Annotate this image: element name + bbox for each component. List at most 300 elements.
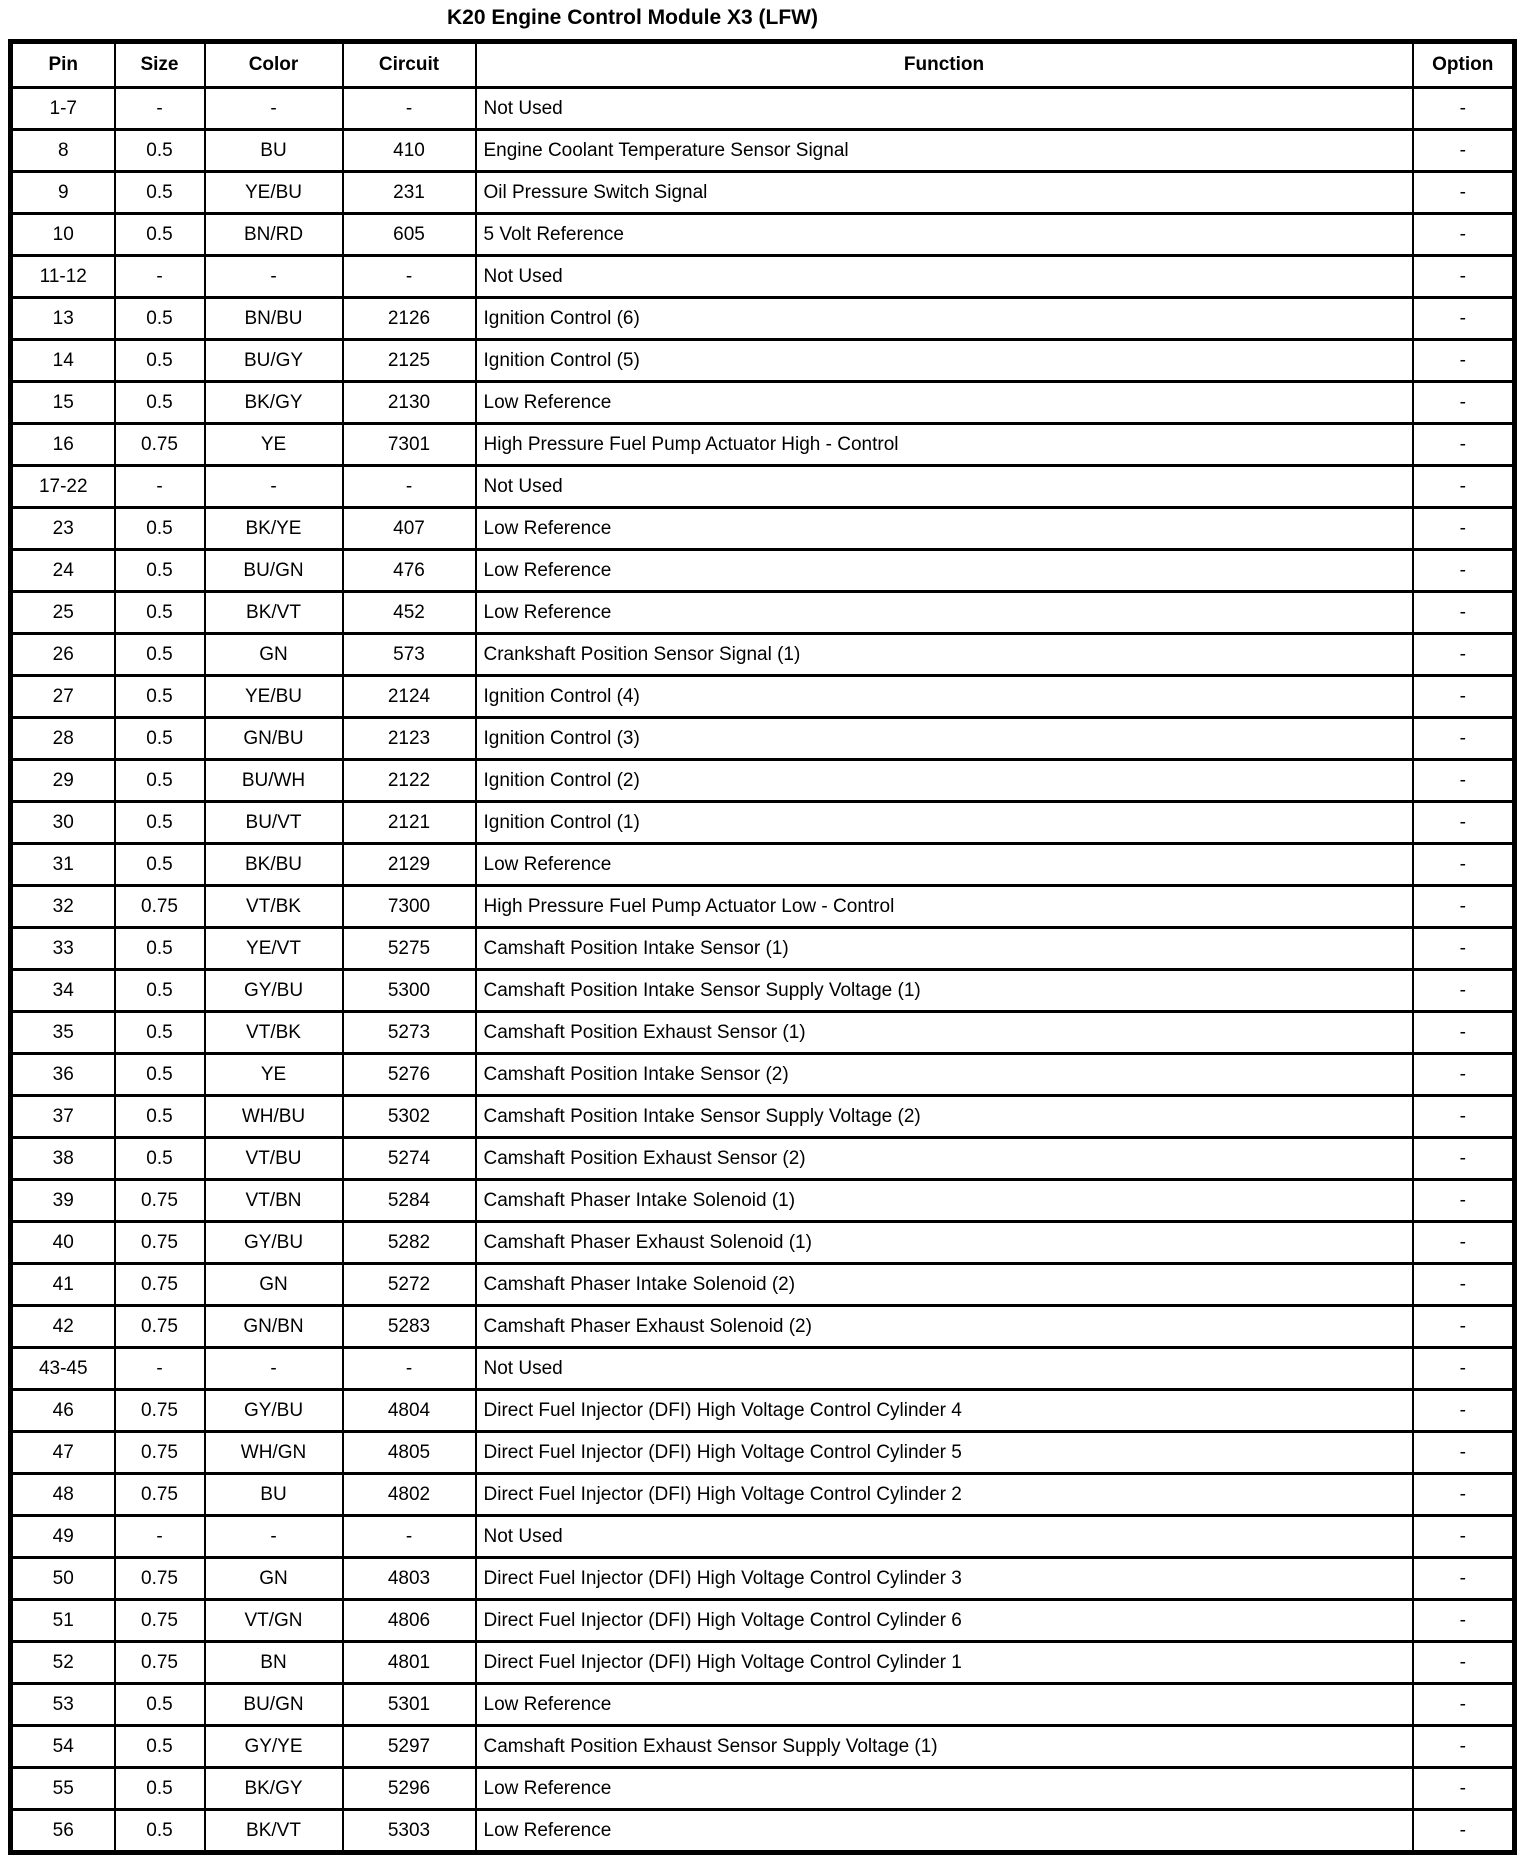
- cell-pin: 54: [11, 1726, 115, 1768]
- cell-size: 0.5: [115, 718, 205, 760]
- cell-pin: 51: [11, 1600, 115, 1642]
- cell-pin: 29: [11, 760, 115, 802]
- cell-size: 0.5: [115, 802, 205, 844]
- cell-option: -: [1413, 844, 1515, 886]
- table-row: [11, 214, 1515, 256]
- cell-pin: 47: [11, 1432, 115, 1474]
- cell-function: Not Used: [476, 1348, 1413, 1390]
- cell-pin: 13: [11, 298, 115, 340]
- cell-pin: 26: [11, 634, 115, 676]
- cell-pin: 31: [11, 844, 115, 886]
- column-header-option: Option: [1413, 42, 1515, 88]
- cell-color: BU/GY: [205, 340, 343, 382]
- cell-option: -: [1413, 466, 1515, 508]
- cell-circuit: 5274: [343, 1138, 476, 1180]
- cell-function: Crankshaft Position Sensor Signal (1): [476, 634, 1413, 676]
- cell-circuit: -: [343, 88, 476, 130]
- cell-option: -: [1413, 886, 1515, 928]
- cell-size: 0.5: [115, 298, 205, 340]
- cell-circuit: 231: [343, 172, 476, 214]
- table-row: [11, 1222, 1515, 1264]
- cell-pin: 55: [11, 1768, 115, 1810]
- column-header-size: Size: [115, 42, 205, 88]
- cell-circuit: 5296: [343, 1768, 476, 1810]
- cell-color: VT/BK: [205, 1012, 343, 1054]
- cell-function: Direct Fuel Injector (DFI) High Voltage Control Cylinder 4: [476, 1390, 1413, 1432]
- cell-circuit: 5276: [343, 1054, 476, 1096]
- cell-function: Ignition Control (2): [476, 760, 1413, 802]
- cell-pin: 41: [11, 1264, 115, 1306]
- cell-color: BN/BU: [205, 298, 343, 340]
- cell-function: Low Reference: [476, 1810, 1413, 1853]
- table-row: [11, 508, 1515, 550]
- cell-size: 0.75: [115, 1474, 205, 1516]
- cell-circuit: 4804: [343, 1390, 476, 1432]
- cell-option: -: [1413, 760, 1515, 802]
- cell-option: -: [1413, 340, 1515, 382]
- cell-color: WH/GN: [205, 1432, 343, 1474]
- cell-pin: 42: [11, 1306, 115, 1348]
- cell-option: -: [1413, 1684, 1515, 1726]
- table-row: [11, 298, 1515, 340]
- cell-circuit: 573: [343, 634, 476, 676]
- cell-function: Low Reference: [476, 550, 1413, 592]
- cell-circuit: 2122: [343, 760, 476, 802]
- cell-function: Ignition Control (6): [476, 298, 1413, 340]
- cell-color: BU/WH: [205, 760, 343, 802]
- cell-option: -: [1413, 1600, 1515, 1642]
- column-header-pin: Pin: [11, 42, 115, 88]
- cell-function: Ignition Control (1): [476, 802, 1413, 844]
- cell-function: Ignition Control (4): [476, 676, 1413, 718]
- table-row: [11, 382, 1515, 424]
- cell-color: VT/BU: [205, 1138, 343, 1180]
- cell-size: 0.5: [115, 676, 205, 718]
- table-row: [11, 1516, 1515, 1558]
- cell-color: YE/BU: [205, 172, 343, 214]
- cell-option: -: [1413, 1306, 1515, 1348]
- cell-pin: 43-45: [11, 1348, 115, 1390]
- cell-circuit: 4803: [343, 1558, 476, 1600]
- cell-color: BU/VT: [205, 802, 343, 844]
- cell-color: GY/BU: [205, 970, 343, 1012]
- cell-color: GN: [205, 634, 343, 676]
- cell-function: Camshaft Phaser Exhaust Solenoid (2): [476, 1306, 1413, 1348]
- cell-circuit: 7301: [343, 424, 476, 466]
- cell-option: -: [1413, 1768, 1515, 1810]
- table-row: [11, 424, 1515, 466]
- cell-pin: 9: [11, 172, 115, 214]
- table-row: [11, 1264, 1515, 1306]
- cell-function: Camshaft Position Exhaust Sensor (1): [476, 1012, 1413, 1054]
- cell-function: Camshaft Position Intake Sensor (2): [476, 1054, 1413, 1096]
- cell-option: -: [1413, 592, 1515, 634]
- cell-color: GY/BU: [205, 1390, 343, 1432]
- table-row: [11, 1642, 1515, 1684]
- cell-pin: 48: [11, 1474, 115, 1516]
- cell-color: -: [205, 466, 343, 508]
- cell-option: -: [1413, 634, 1515, 676]
- cell-circuit: 2130: [343, 382, 476, 424]
- cell-option: -: [1413, 676, 1515, 718]
- cell-size: 0.5: [115, 130, 205, 172]
- cell-function: Camshaft Phaser Exhaust Solenoid (1): [476, 1222, 1413, 1264]
- cell-pin: 10: [11, 214, 115, 256]
- cell-function: Camshaft Position Exhaust Sensor (2): [476, 1138, 1413, 1180]
- table-row: [11, 1012, 1515, 1054]
- cell-circuit: 5302: [343, 1096, 476, 1138]
- cell-circuit: 476: [343, 550, 476, 592]
- cell-circuit: 5273: [343, 1012, 476, 1054]
- cell-function: Not Used: [476, 256, 1413, 298]
- cell-circuit: 2124: [343, 676, 476, 718]
- column-header-circuit: Circuit: [343, 42, 476, 88]
- table-row: [11, 676, 1515, 718]
- cell-size: 0.5: [115, 760, 205, 802]
- cell-function: 5 Volt Reference: [476, 214, 1413, 256]
- cell-circuit: 4805: [343, 1432, 476, 1474]
- column-header-color: Color: [205, 42, 343, 88]
- table-row: [11, 1054, 1515, 1096]
- cell-pin: 52: [11, 1642, 115, 1684]
- cell-pin: 56: [11, 1810, 115, 1853]
- cell-color: BN: [205, 1642, 343, 1684]
- cell-option: -: [1413, 1474, 1515, 1516]
- cell-pin: 17-22: [11, 466, 115, 508]
- cell-function: High Pressure Fuel Pump Actuator High - Control: [476, 424, 1413, 466]
- cell-option: -: [1413, 1348, 1515, 1390]
- cell-color: BU: [205, 130, 343, 172]
- table-row: [11, 550, 1515, 592]
- cell-pin: 30: [11, 802, 115, 844]
- cell-function: Not Used: [476, 1516, 1413, 1558]
- cell-size: 0.75: [115, 886, 205, 928]
- cell-circuit: -: [343, 466, 476, 508]
- cell-circuit: 5282: [343, 1222, 476, 1264]
- cell-size: 0.5: [115, 1684, 205, 1726]
- table-row: [11, 1768, 1515, 1810]
- cell-size: 0.75: [115, 1642, 205, 1684]
- table-row: [11, 172, 1515, 214]
- cell-color: BU: [205, 1474, 343, 1516]
- cell-color: WH/BU: [205, 1096, 343, 1138]
- table-row: [11, 1096, 1515, 1138]
- cell-size: 0.75: [115, 1306, 205, 1348]
- cell-color: GN: [205, 1558, 343, 1600]
- cell-function: Not Used: [476, 88, 1413, 130]
- cell-color: GN/BN: [205, 1306, 343, 1348]
- cell-option: -: [1413, 130, 1515, 172]
- cell-option: -: [1413, 1432, 1515, 1474]
- cell-option: -: [1413, 1180, 1515, 1222]
- cell-circuit: 5303: [343, 1810, 476, 1853]
- cell-option: -: [1413, 802, 1515, 844]
- cell-pin: 25: [11, 592, 115, 634]
- cell-option: -: [1413, 1222, 1515, 1264]
- cell-pin: 34: [11, 970, 115, 1012]
- cell-circuit: 7300: [343, 886, 476, 928]
- cell-option: -: [1413, 424, 1515, 466]
- cell-pin: 32: [11, 886, 115, 928]
- cell-size: 0.75: [115, 1222, 205, 1264]
- cell-color: VT/BK: [205, 886, 343, 928]
- cell-pin: 40: [11, 1222, 115, 1264]
- cell-function: Direct Fuel Injector (DFI) High Voltage Control Cylinder 6: [476, 1600, 1413, 1642]
- cell-pin: 39: [11, 1180, 115, 1222]
- cell-color: -: [205, 88, 343, 130]
- cell-circuit: 5300: [343, 970, 476, 1012]
- cell-pin: 35: [11, 1012, 115, 1054]
- cell-circuit: -: [343, 1516, 476, 1558]
- cell-function: Oil Pressure Switch Signal: [476, 172, 1413, 214]
- cell-color: VT/BN: [205, 1180, 343, 1222]
- table-row: [11, 1138, 1515, 1180]
- table-row: [11, 1306, 1515, 1348]
- cell-pin: 38: [11, 1138, 115, 1180]
- table-row: [11, 970, 1515, 1012]
- cell-color: YE/BU: [205, 676, 343, 718]
- cell-function: Ignition Control (3): [476, 718, 1413, 760]
- cell-size: 0.75: [115, 1264, 205, 1306]
- table-row: [11, 1684, 1515, 1726]
- cell-size: 0.5: [115, 172, 205, 214]
- cell-option: -: [1413, 550, 1515, 592]
- cell-function: Camshaft Phaser Intake Solenoid (2): [476, 1264, 1413, 1306]
- cell-color: BN/RD: [205, 214, 343, 256]
- cell-size: 0.5: [115, 340, 205, 382]
- cell-size: -: [115, 466, 205, 508]
- table-row: [11, 1726, 1515, 1768]
- cell-pin: 33: [11, 928, 115, 970]
- cell-color: BU/GN: [205, 1684, 343, 1726]
- cell-size: -: [115, 256, 205, 298]
- cell-circuit: 2129: [343, 844, 476, 886]
- cell-color: YE: [205, 1054, 343, 1096]
- cell-option: -: [1413, 1516, 1515, 1558]
- cell-circuit: -: [343, 1348, 476, 1390]
- cell-function: Engine Coolant Temperature Sensor Signal: [476, 130, 1413, 172]
- table-row: [11, 1390, 1515, 1432]
- cell-option: -: [1413, 298, 1515, 340]
- cell-option: -: [1413, 214, 1515, 256]
- cell-color: YE/VT: [205, 928, 343, 970]
- cell-option: -: [1413, 1390, 1515, 1432]
- cell-pin: 15: [11, 382, 115, 424]
- cell-pin: 1-7: [11, 88, 115, 130]
- table-row: [11, 1348, 1515, 1390]
- cell-pin: 16: [11, 424, 115, 466]
- table-row: [11, 340, 1515, 382]
- cell-color: GY/BU: [205, 1222, 343, 1264]
- cell-color: BK/BU: [205, 844, 343, 886]
- cell-circuit: 4806: [343, 1600, 476, 1642]
- cell-function: Camshaft Position Intake Sensor Supply Voltage (2): [476, 1096, 1413, 1138]
- cell-size: 0.5: [115, 1768, 205, 1810]
- table-row: [11, 1600, 1515, 1642]
- cell-pin: 24: [11, 550, 115, 592]
- cell-option: -: [1413, 1264, 1515, 1306]
- pinout-table-body: [11, 88, 1515, 1853]
- cell-color: BK/VT: [205, 1810, 343, 1853]
- cell-option: -: [1413, 928, 1515, 970]
- cell-option: -: [1413, 970, 1515, 1012]
- cell-circuit: 2125: [343, 340, 476, 382]
- cell-function: Camshaft Position Intake Sensor Supply Voltage (1): [476, 970, 1413, 1012]
- cell-function: Direct Fuel Injector (DFI) High Voltage Control Cylinder 3: [476, 1558, 1413, 1600]
- cell-color: -: [205, 1348, 343, 1390]
- cell-color: GN/BU: [205, 718, 343, 760]
- cell-size: 0.5: [115, 1096, 205, 1138]
- cell-option: -: [1413, 1642, 1515, 1684]
- cell-pin: 11-12: [11, 256, 115, 298]
- cell-circuit: 5272: [343, 1264, 476, 1306]
- cell-color: BK/YE: [205, 508, 343, 550]
- cell-size: 0.75: [115, 1390, 205, 1432]
- cell-circuit: 2123: [343, 718, 476, 760]
- cell-option: -: [1413, 1138, 1515, 1180]
- cell-size: -: [115, 1348, 205, 1390]
- table-row: [11, 466, 1515, 508]
- cell-pin: 37: [11, 1096, 115, 1138]
- cell-size: 0.5: [115, 970, 205, 1012]
- cell-circuit: 5275: [343, 928, 476, 970]
- cell-circuit: -: [343, 256, 476, 298]
- cell-pin: 27: [11, 676, 115, 718]
- cell-function: Direct Fuel Injector (DFI) High Voltage Control Cylinder 5: [476, 1432, 1413, 1474]
- table-row: [11, 592, 1515, 634]
- cell-option: -: [1413, 1726, 1515, 1768]
- cell-color: BK/GY: [205, 382, 343, 424]
- cell-option: -: [1413, 172, 1515, 214]
- cell-option: -: [1413, 1810, 1515, 1853]
- cell-function: Low Reference: [476, 508, 1413, 550]
- cell-pin: 53: [11, 1684, 115, 1726]
- cell-function: Low Reference: [476, 1768, 1413, 1810]
- cell-circuit: 5301: [343, 1684, 476, 1726]
- table-row: [11, 1558, 1515, 1600]
- cell-size: 0.5: [115, 1054, 205, 1096]
- table-row: [11, 1474, 1515, 1516]
- cell-function: Camshaft Position Exhaust Sensor Supply Voltage (1): [476, 1726, 1413, 1768]
- cell-size: 0.75: [115, 1600, 205, 1642]
- table-row: [11, 844, 1515, 886]
- cell-color: BU/GN: [205, 550, 343, 592]
- cell-function: High Pressure Fuel Pump Actuator Low - Control: [476, 886, 1413, 928]
- cell-size: 0.5: [115, 550, 205, 592]
- cell-circuit: 605: [343, 214, 476, 256]
- cell-size: 0.5: [115, 214, 205, 256]
- cell-color: GY/YE: [205, 1726, 343, 1768]
- cell-function: Camshaft Position Intake Sensor (1): [476, 928, 1413, 970]
- cell-option: -: [1413, 1012, 1515, 1054]
- cell-circuit: 2121: [343, 802, 476, 844]
- table-row: [11, 802, 1515, 844]
- cell-pin: 8: [11, 130, 115, 172]
- cell-size: 0.5: [115, 1810, 205, 1853]
- cell-circuit: 407: [343, 508, 476, 550]
- table-row: [11, 718, 1515, 760]
- cell-function: Ignition Control (5): [476, 340, 1413, 382]
- cell-size: 0.75: [115, 1432, 205, 1474]
- table-row: [11, 760, 1515, 802]
- cell-color: VT/GN: [205, 1600, 343, 1642]
- cell-function: Not Used: [476, 466, 1413, 508]
- cell-option: -: [1413, 1558, 1515, 1600]
- cell-size: 0.5: [115, 844, 205, 886]
- table-row: [11, 1180, 1515, 1222]
- cell-size: 0.75: [115, 424, 205, 466]
- cell-option: -: [1413, 508, 1515, 550]
- table-row: [11, 130, 1515, 172]
- table-row: [11, 1432, 1515, 1474]
- cell-size: 0.5: [115, 382, 205, 424]
- cell-circuit: 5283: [343, 1306, 476, 1348]
- cell-size: 0.5: [115, 1012, 205, 1054]
- cell-function: Low Reference: [476, 1684, 1413, 1726]
- table-row: [11, 928, 1515, 970]
- cell-color: BK/VT: [205, 592, 343, 634]
- cell-size: 0.5: [115, 508, 205, 550]
- page-title: K20 Engine Control Module X3 (LFW): [447, 6, 818, 29]
- cell-option: -: [1413, 1096, 1515, 1138]
- cell-function: Direct Fuel Injector (DFI) High Voltage Control Cylinder 1: [476, 1642, 1413, 1684]
- cell-pin: 50: [11, 1558, 115, 1600]
- cell-option: -: [1413, 1054, 1515, 1096]
- cell-function: Low Reference: [476, 382, 1413, 424]
- cell-size: -: [115, 88, 205, 130]
- cell-function: Low Reference: [476, 844, 1413, 886]
- cell-size: 0.5: [115, 634, 205, 676]
- table-row: [11, 256, 1515, 298]
- pinout-table: [8, 39, 1517, 1855]
- cell-option: -: [1413, 718, 1515, 760]
- table-row: [11, 1810, 1515, 1853]
- cell-size: 0.75: [115, 1558, 205, 1600]
- cell-circuit: 2126: [343, 298, 476, 340]
- cell-circuit: 4802: [343, 1474, 476, 1516]
- cell-option: -: [1413, 88, 1515, 130]
- cell-pin: 28: [11, 718, 115, 760]
- cell-size: 0.5: [115, 592, 205, 634]
- cell-function: Direct Fuel Injector (DFI) High Voltage Control Cylinder 2: [476, 1474, 1413, 1516]
- cell-function: Camshaft Phaser Intake Solenoid (1): [476, 1180, 1413, 1222]
- cell-circuit: 5284: [343, 1180, 476, 1222]
- table-row: [11, 88, 1515, 130]
- cell-circuit: 410: [343, 130, 476, 172]
- cell-circuit: 452: [343, 592, 476, 634]
- table-row: [11, 886, 1515, 928]
- column-header-function: Function: [476, 42, 1413, 88]
- cell-pin: 49: [11, 1516, 115, 1558]
- cell-color: BK/GY: [205, 1768, 343, 1810]
- cell-size: -: [115, 1516, 205, 1558]
- cell-option: -: [1413, 256, 1515, 298]
- cell-size: 0.5: [115, 928, 205, 970]
- cell-color: GN: [205, 1264, 343, 1306]
- cell-color: -: [205, 256, 343, 298]
- cell-option: -: [1413, 382, 1515, 424]
- table-row: [11, 634, 1515, 676]
- cell-color: -: [205, 1516, 343, 1558]
- cell-circuit: 4801: [343, 1642, 476, 1684]
- cell-pin: 14: [11, 340, 115, 382]
- table-header-row: [11, 42, 1515, 88]
- cell-size: 0.5: [115, 1138, 205, 1180]
- cell-circuit: 5297: [343, 1726, 476, 1768]
- cell-pin: 23: [11, 508, 115, 550]
- cell-pin: 36: [11, 1054, 115, 1096]
- cell-color: YE: [205, 424, 343, 466]
